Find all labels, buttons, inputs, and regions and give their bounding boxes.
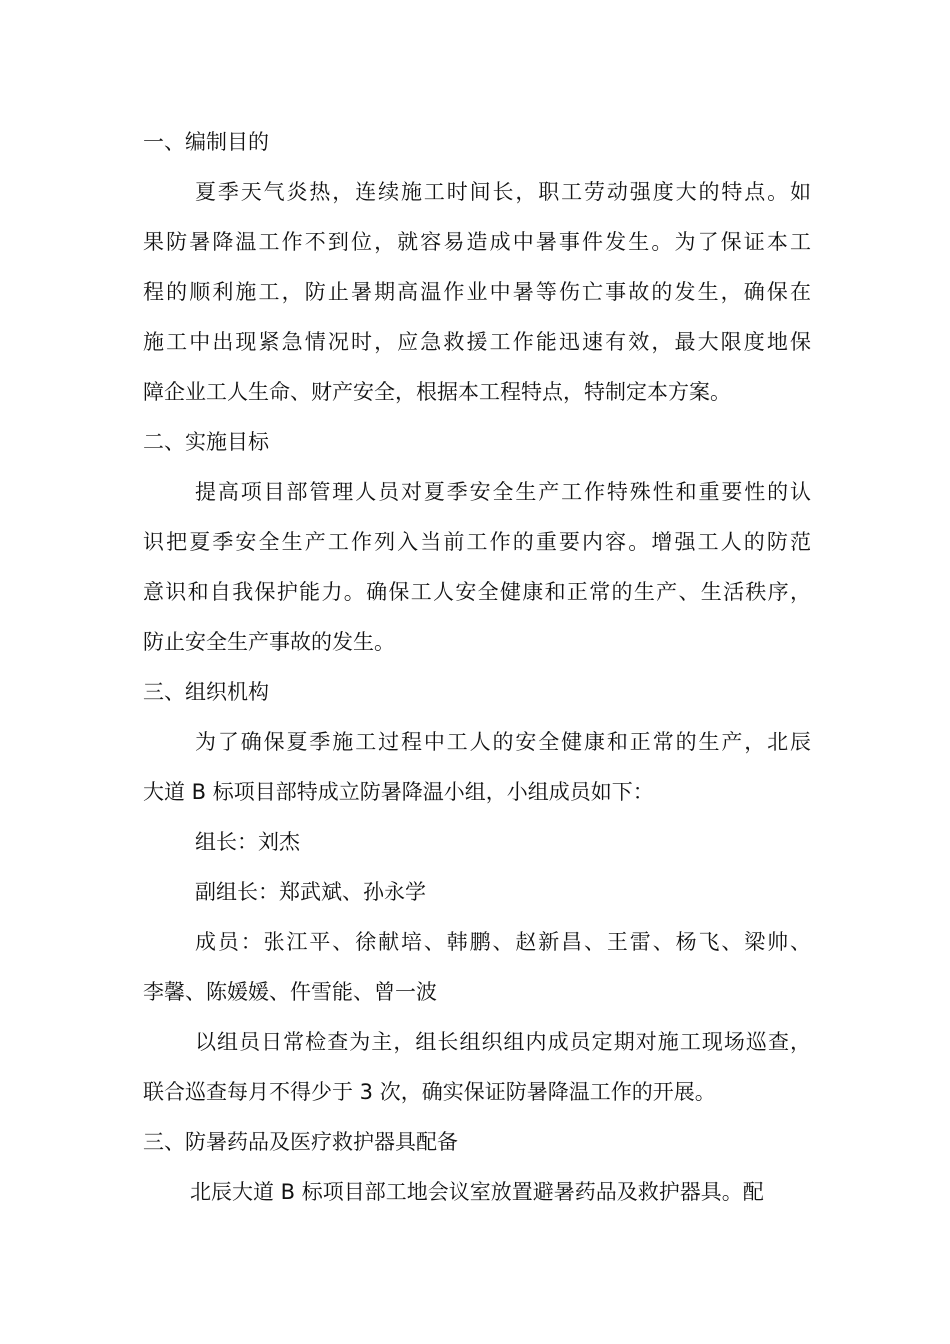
section-heading: 一、编制目的 [143, 130, 269, 154]
paragraph-line: 夏季天气炎热，连续施工时间长，职工劳动强度大的特点。如 [195, 180, 811, 204]
group-members-line: 成员：张江平、徐献培、韩鹏、赵新昌、王雷、杨飞、梁帅、 [195, 930, 811, 954]
group-leader: 组长：刘杰 [195, 830, 300, 854]
paragraph-line: 意识和自我保护能力。确保工人安全健康和正常的生产、生活秩序， [143, 580, 811, 604]
paragraph-line: 施工中出现紧急情况时，应急救援工作能迅速有效，最大限度地保 [143, 330, 811, 354]
paragraph-line: 为了确保夏季施工过程中工人的安全健康和正常的生产，北辰 [195, 730, 811, 754]
paragraph-line: 以组员日常检查为主，组长组织组内成员定期对施工现场巡查， [195, 1030, 811, 1054]
paragraph-line: 联合巡查每月不得少于 3 次，确实保证防暑降温工作的开展。 [143, 1080, 716, 1104]
paragraph-line: 程的顺利施工，防止暑期高温作业中暑等伤亡事故的发生，确保在 [143, 280, 811, 304]
group-deputy: 副组长：郑武斌、孙永学 [195, 880, 426, 904]
section-heading: 三、防暑药品及医疗救护器具配备 [143, 1130, 458, 1154]
paragraph-line: 防止安全生产事故的发生。 [143, 630, 395, 654]
paragraph-line: 北辰大道 B 标项目部工地会议室放置避暑药品及救护器具。配 [190, 1180, 764, 1204]
paragraph-line: 提高项目部管理人员对夏季安全生产工作特殊性和重要性的认 [195, 480, 811, 504]
paragraph-line: 识把夏季安全生产工作列入当前工作的重要内容。增强工人的防范 [143, 530, 811, 554]
paragraph-line: 大道 B 标项目部特成立防暑降温小组，小组成员如下： [143, 780, 654, 804]
section-heading: 二、实施目标 [143, 430, 269, 454]
group-members-line: 李馨、陈媛媛、仵雪能、曾一波 [143, 980, 437, 1004]
section-heading: 三、组织机构 [143, 680, 269, 704]
document-body [143, 117, 811, 1217]
paragraph-line: 果防暑降温工作不到位，就容易造成中暑事件发生。为了保证本工 [143, 230, 811, 254]
paragraph-line: 障企业工人生命、财产安全，根据本工程特点，特制定本方案。 [143, 380, 731, 404]
